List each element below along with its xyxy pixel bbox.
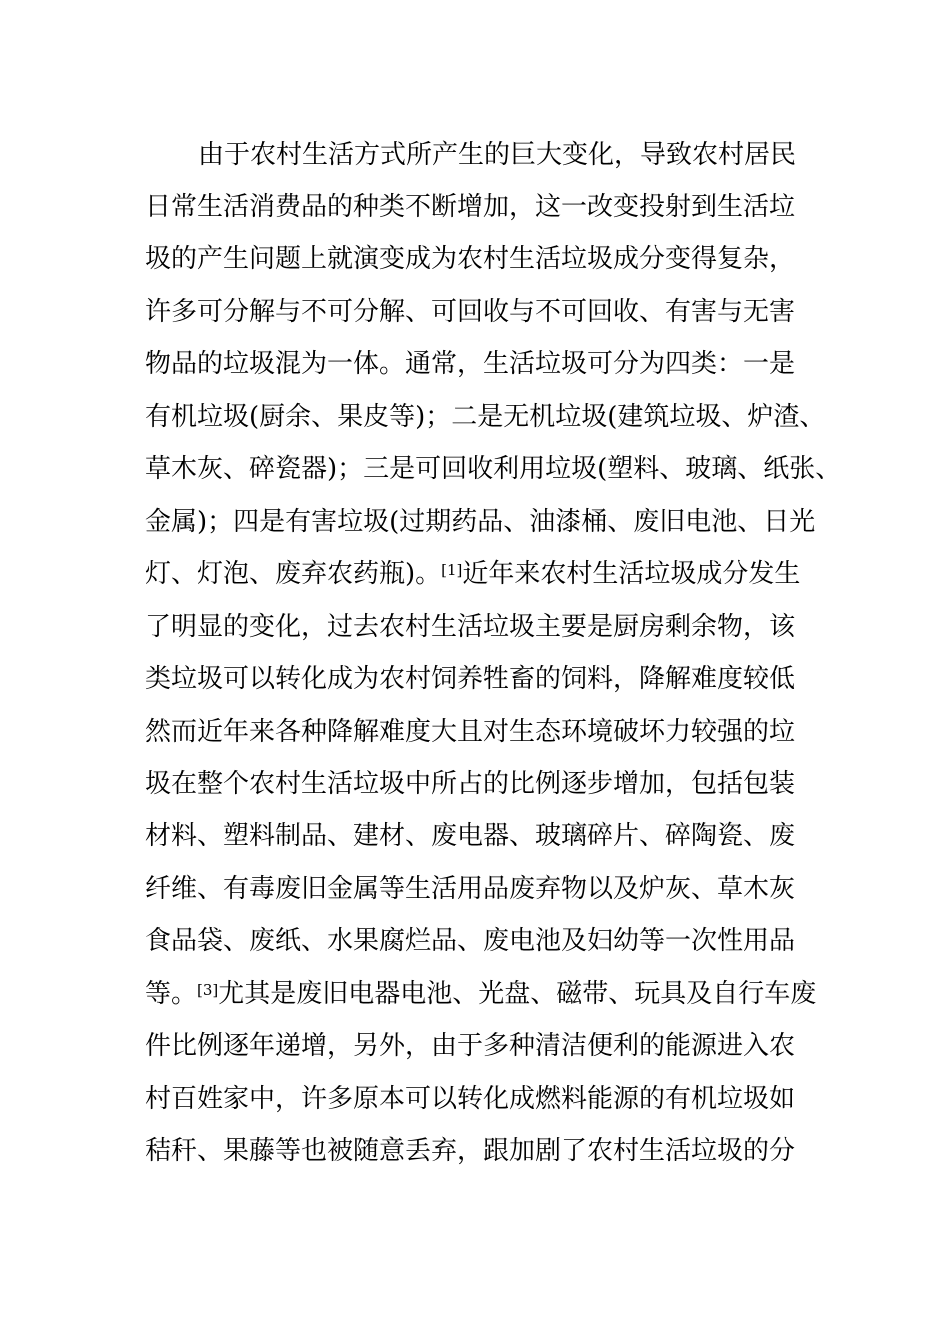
paragraph-line: 纤维、有毒废旧金属等生活用品废弃物以及炉灰、草木灰: [145, 874, 796, 904]
paragraph-line: [145, 974, 816, 1014]
paragraph-line: 了明显的变化，过去农村生活垃圾主要是厨房剩余物，该: [145, 612, 796, 642]
line-text: 等。: [145, 979, 198, 1009]
paragraph-line: 物品的垃圾混为一体。通常，生活垃圾可分为四类：一是: [145, 349, 796, 379]
citation-reference: [3]: [197, 981, 219, 999]
paragraph-line: 由于农村生活方式所产生的巨大变化，导致农村居民: [198, 140, 797, 170]
paragraph-line: 类垃圾可以转化成为农村饲养牲畜的饲料，降解难度较低: [145, 664, 796, 694]
paragraph-line: 秸秆、果藤等也被随意丢弃，跟加剧了农村生活垃圾的分: [145, 1136, 796, 1166]
paragraph-line: [145, 554, 800, 594]
paragraph-line: 圾的产生问题上就演变成为农村生活垃圾成分变得复杂，: [145, 244, 796, 274]
line-text: 灯、灯泡、废弃农药瓶)。: [145, 559, 442, 589]
paragraph-line: 圾在整个农村生活垃圾中所占的比例逐步增加，包括包装: [145, 769, 796, 799]
paragraph-line: 村百姓家中，许多原本可以转化成燃料能源的有机垃圾如: [145, 1084, 796, 1114]
citation-reference: [1]: [441, 561, 463, 579]
line-text: 尤其是废旧电器电池、光盘、磁带、玩具及自行车废: [218, 979, 817, 1009]
paragraph-line: 食品袋、废纸、水果腐烂品、废电池及妇幼等一次性用品: [145, 926, 796, 956]
paragraph-line: 有机垃圾(厨余、果皮等)；二是无机垃圾(建筑垃圾、炉渣、: [145, 402, 826, 432]
paragraph-line: 草木灰、碎瓷器)；三是可回收利用垃圾(塑料、玻璃、纸张、: [145, 454, 842, 484]
paragraph-line: 然而近年来各种降解难度大且对生态环境破坏力较强的垃: [145, 717, 796, 747]
paragraph-line: 金属)；四是有害垃圾(过期药品、油漆桶、废旧电池、日光: [145, 507, 816, 537]
paragraph-line: 件比例逐年递增，另外，由于多种清洁便利的能源进入农: [145, 1031, 796, 1061]
paragraph-line: 日常生活消费品的种类不断增加，这一改变投射到生活垃: [145, 192, 796, 222]
line-text: 近年来农村生活垃圾成分发生: [462, 559, 801, 589]
paragraph-line: 许多可分解与不可分解、可回收与不可回收、有害与无害: [145, 297, 796, 327]
paragraph-line: 材料、塑料制品、建材、废电器、玻璃碎片、碎陶瓷、废: [145, 821, 796, 851]
